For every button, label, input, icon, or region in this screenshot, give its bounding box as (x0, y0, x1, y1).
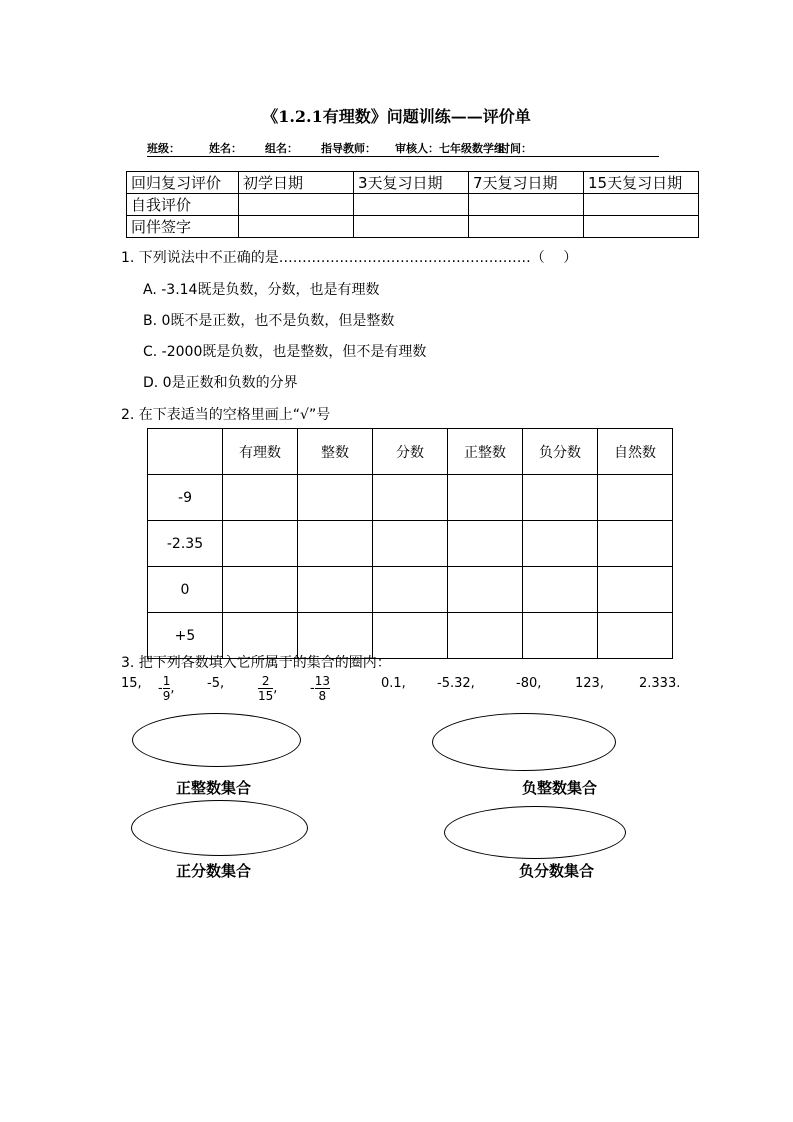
check-cell[interactable] (598, 613, 673, 659)
number-item: 15, (121, 676, 142, 691)
question-2-stem: 2. 在下表适当的空格里画上“√”号 (121, 407, 331, 423)
check-cell[interactable] (448, 567, 523, 613)
check-cell[interactable] (298, 567, 373, 613)
review-header-row (127, 172, 699, 194)
positive-fraction-set-circle[interactable] (131, 800, 308, 856)
separator: , (170, 681, 175, 696)
classification-header-row (148, 429, 673, 475)
check-cell[interactable] (523, 475, 598, 521)
reviewer-field-label: 审核人：七年级数学组 (395, 142, 505, 155)
review-cell[interactable] (239, 194, 354, 216)
fraction-item (158, 674, 174, 703)
column-header: 正整数 (448, 429, 523, 475)
numerator: 2 (261, 674, 270, 688)
review-header-cell: 回归复习评价 (127, 172, 239, 194)
corner-cell (148, 429, 223, 475)
name-field-label: 姓名： (209, 142, 242, 155)
time-field-label: 时间： (499, 142, 532, 155)
row-header: -9 (148, 475, 223, 521)
check-cell[interactable] (373, 475, 448, 521)
positive-fraction-set-label: 正分数集合 (176, 862, 252, 880)
number-item: 2.333. (639, 676, 681, 691)
check-cell[interactable] (298, 521, 373, 567)
column-header: 整数 (298, 429, 373, 475)
question-1-option-b: B. 0既不是正数，也不是负数，但是整数 (143, 313, 395, 329)
review-header-cell: 15天复习日期 (584, 172, 699, 194)
question-1-stem: 1. 下列说法中不正确的是………………………………………………（ ） (121, 250, 578, 266)
column-header: 分数 (373, 429, 448, 475)
check-cell[interactable] (298, 475, 373, 521)
check-cell[interactable] (448, 475, 523, 521)
fraction-item (258, 674, 277, 703)
review-row (127, 194, 699, 216)
numerator: 13 (314, 674, 330, 688)
fraction (258, 674, 273, 703)
negative-integer-set-circle[interactable] (432, 713, 616, 771)
info-row (147, 140, 659, 157)
review-row-label: 自我评价 (127, 194, 239, 216)
column-header: 有理数 (223, 429, 298, 475)
page-title: 《1.2.1有理数》问题训练——评价单 (262, 107, 531, 126)
number-item: -5.32, (437, 676, 475, 691)
number-item: -80, (516, 676, 542, 691)
check-cell[interactable] (523, 613, 598, 659)
classification-row (148, 521, 673, 567)
denominator: 9 (162, 689, 171, 703)
question-1-option-d: D. 0是正数和负数的分界 (143, 375, 298, 391)
check-cell[interactable] (223, 475, 298, 521)
review-header-cell: 3天复习日期 (354, 172, 469, 194)
check-cell[interactable] (523, 567, 598, 613)
question-3-stem: 3. 把下列各数填入它所属于的集合的圈内： (121, 655, 391, 671)
review-cell[interactable] (584, 216, 699, 238)
negative-fraction-set-circle[interactable] (444, 806, 626, 859)
minus-sign: - (310, 681, 315, 696)
check-cell[interactable] (223, 521, 298, 567)
negative-fraction-set-label: 负分数集合 (519, 862, 595, 880)
question-1-option-c: C. -2000既是负数，也是整数，但不是有理数 (143, 344, 427, 360)
review-row (127, 216, 699, 238)
separator: , (273, 681, 278, 696)
review-cell[interactable] (584, 194, 699, 216)
numerator: 1 (162, 674, 171, 688)
row-header: +5 (148, 613, 223, 659)
class-field-label: 班级： (147, 142, 180, 155)
group-field-label: 组名： (265, 142, 298, 155)
check-cell[interactable] (223, 567, 298, 613)
number-item: -5, (207, 676, 225, 691)
check-cell[interactable] (448, 521, 523, 567)
review-cell[interactable] (469, 194, 584, 216)
check-cell[interactable] (373, 567, 448, 613)
check-cell[interactable] (598, 521, 673, 567)
review-cell[interactable] (469, 216, 584, 238)
review-header-cell: 初学日期 (239, 172, 354, 194)
review-cell[interactable] (239, 216, 354, 238)
check-cell[interactable] (373, 521, 448, 567)
classification-row (148, 475, 673, 521)
minus-sign: - (158, 681, 163, 696)
review-cell[interactable] (354, 216, 469, 238)
negative-integer-set-label: 负整数集合 (522, 779, 598, 797)
denominator: 15 (258, 689, 274, 703)
review-cell[interactable] (354, 194, 469, 216)
row-header: 0 (148, 567, 223, 613)
classification-table (147, 428, 673, 659)
fraction (315, 674, 330, 703)
positive-integer-set-label: 正整数集合 (176, 779, 252, 797)
number-item: 123, (575, 676, 604, 691)
number-item: 0.1, (381, 676, 406, 691)
teacher-field-label: 指导教师： (321, 142, 376, 155)
review-row-label: 同伴签字 (127, 216, 239, 238)
positive-integer-set-circle[interactable] (132, 713, 301, 767)
row-header: -2.35 (148, 521, 223, 567)
fraction-item (310, 674, 330, 703)
check-cell[interactable] (598, 475, 673, 521)
review-table (126, 171, 699, 238)
column-header: 负分数 (523, 429, 598, 475)
check-cell[interactable] (598, 567, 673, 613)
column-header: 自然数 (598, 429, 673, 475)
classification-row (148, 567, 673, 613)
question-1-option-a: A. -3.14既是负数，分数，也是有理数 (143, 282, 380, 298)
denominator: 8 (318, 689, 327, 703)
review-header-cell: 7天复习日期 (469, 172, 584, 194)
check-cell[interactable] (448, 613, 523, 659)
check-cell[interactable] (523, 521, 598, 567)
